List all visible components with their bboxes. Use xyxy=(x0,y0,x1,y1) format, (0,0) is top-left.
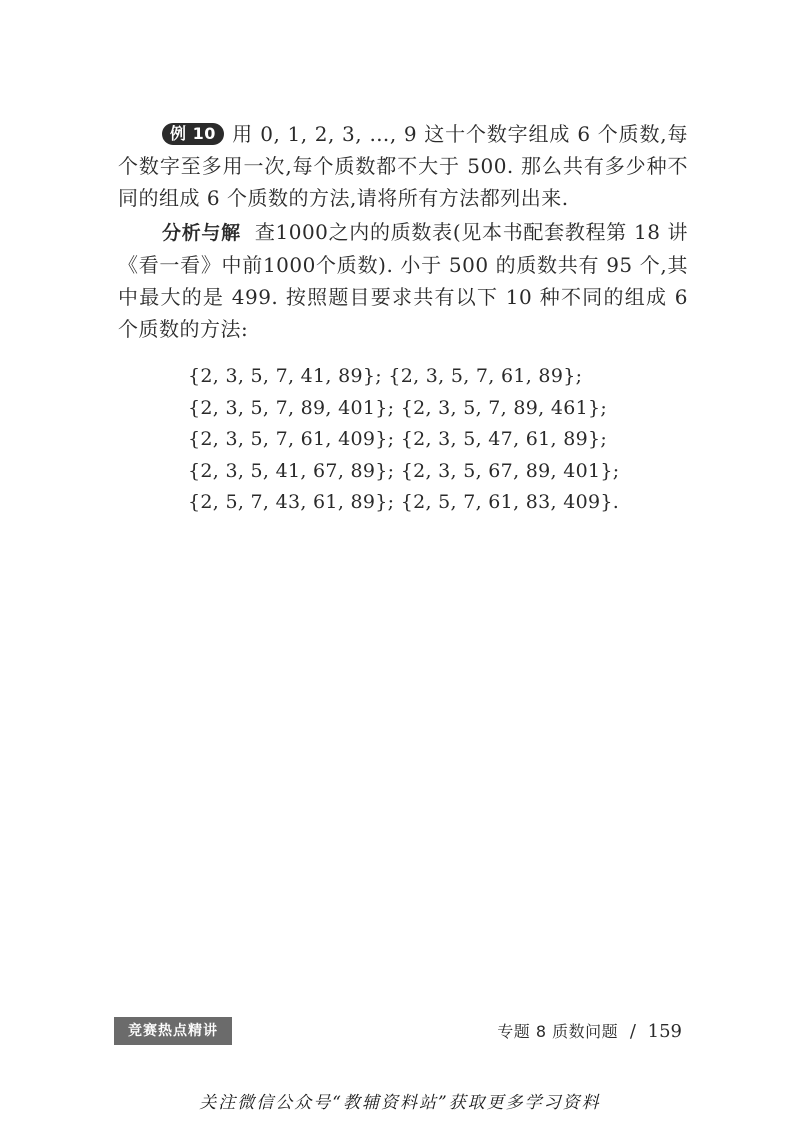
prime-set-list xyxy=(118,361,688,519)
example-paragraph xyxy=(118,118,688,214)
prime-set-line: {2, 5, 7, 43, 61, 89}; {2, 5, 7, 61, 83, 409}. xyxy=(188,491,620,513)
prime-set-line: {2, 3, 5, 7, 89, 401}; {2, 3, 5, 7, 89, 461}; xyxy=(188,396,608,419)
prime-set-line: {2, 3, 5, 7, 61, 409}; {2, 3, 5, 47, 61, 89}; xyxy=(188,428,608,450)
example-text: 用 0, 1, 2, 3, …, 9 这十个数字组成 6 个质数,每个数字至多用一次,每个质数都不大于 500. 那么共有多少种不同的组成 6 个质数的方法,请将所有方法都列出来. xyxy=(118,122,688,210)
solution-paragraph xyxy=(118,216,688,345)
topic-label: 专题 8 质数问题 xyxy=(497,1022,619,1041)
footer-separator: / xyxy=(629,1021,636,1042)
watermark-text: 关注微信公众号“教辅资料站”获取更多学习资料 xyxy=(199,1093,601,1113)
running-footer xyxy=(497,1019,682,1045)
page-content xyxy=(118,118,688,519)
prime-set-line: {2, 3, 5, 7, 41, 89}; {2, 3, 5, 7, 61, 89}; xyxy=(188,365,583,387)
prime-set-line: {2, 3, 5, 41, 67, 89}; {2, 3, 5, 67, 89, 401}; xyxy=(188,459,620,482)
section-tag: 竞赛热点精讲 xyxy=(114,1017,232,1045)
page-number: 159 xyxy=(647,1021,682,1042)
example-badge: 例 10 xyxy=(162,123,224,145)
solution-heading: 分析与解 xyxy=(162,222,241,244)
solution-text: 查1000之内的质数表(见本书配套教程第 18 讲《看一看》中前1000个质数). 小于 500 的质数共有 95 个,其中最大的是 499. 按照题目要求共有以下 10 种不同的组成 6 个质数的方法: xyxy=(118,220,688,341)
